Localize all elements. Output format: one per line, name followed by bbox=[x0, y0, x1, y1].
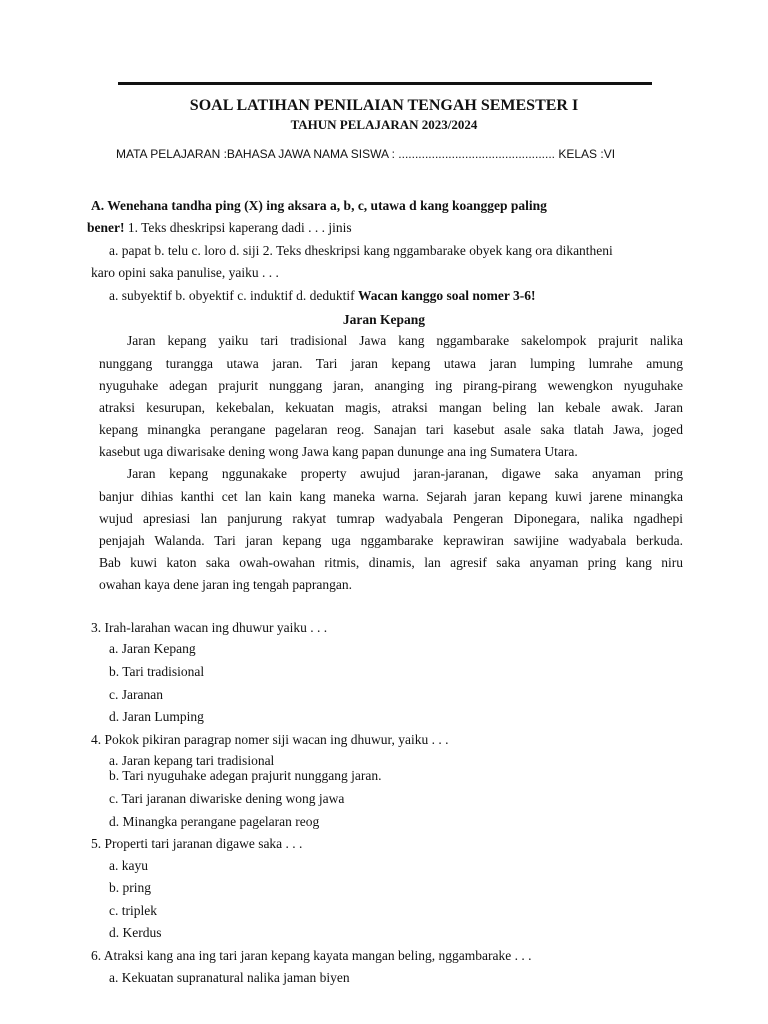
question-6: 6. Atraksi kang ana ing tari jaran kepang kayata mangan beling, nggambarake . . . bbox=[91, 948, 532, 963]
paragraph-2-line: Bab kuwi katon saka owah-owahan ritmis, dinamis, lan agresif saka anyaman pring kang niru bbox=[99, 555, 683, 570]
question-3-option-c: c. Jaranan bbox=[109, 687, 163, 702]
paragraph-1-line: nyuguhake adegan prajurit nunggang jaran, ananging ing pirang-pirang wewengkon nyuguhake bbox=[99, 378, 683, 393]
question-4-option-d: d. Minangka perangane pagelaran reog bbox=[109, 814, 320, 829]
section-a-heading: A. Wenehana tandha ping (X) ing aksara a, b, c, utawa d kang koanggep paling bbox=[91, 198, 547, 213]
question-4: 4. Pokok pikiran paragrap nomer siji wacan ing dhuwur, yaiku . . . bbox=[91, 732, 449, 747]
reading-instruction: Wacan kanggo soal nomer 3-6! bbox=[357, 288, 536, 303]
paragraph-1-line: nunggang turangga utawa jaran. Tari jaran kepang utawa jaran lumping lumrahe amung bbox=[99, 356, 683, 371]
paragraph-2-line: owahan kaya dene jaran ing tengah paprangan. bbox=[99, 577, 353, 592]
question-5-option-c: c. triplek bbox=[109, 903, 157, 918]
question-1 bbox=[87, 220, 352, 236]
question-1-text: 1. Teks dheskripsi kaperang dadi . . . jinis bbox=[124, 220, 352, 235]
question-4-option-a: a. Jaran kepang tari tradisional bbox=[109, 753, 275, 768]
paragraph-2-line: Jaran kepang nggunakake property awujud jaran-jaranan, digawe saka anyaman pring bbox=[127, 466, 683, 481]
question-5: 5. Properti tari jaranan digawe saka . . . bbox=[91, 836, 303, 851]
paragraph-2-line: wujud apresiasi lan panjurung rakyat tumrap wadyabala Pengeran Diponegara, nalika ngadhepi bbox=[99, 511, 683, 526]
question-4-option-c: c. Tari jaranan diwariske dening wong jawa bbox=[109, 791, 345, 806]
question-5-option-b: b. pring bbox=[109, 880, 151, 895]
question-1-options: a. papat b. telu c. loro d. siji 2. Teks dheskripsi kang nggambarake obyek kang ora dikantheni bbox=[109, 243, 613, 258]
student-info-line: MATA PELAJARAN :BAHASA JAWA NAMA SISWA : ............................................... KELAS :VI bbox=[116, 147, 616, 161]
question-3-option-d: d. Jaran Lumping bbox=[109, 709, 204, 724]
paragraph-1-line: atraksi kesurupan, kekebalan, kekuatan magis, atraksi mangan beling lan kebale awak. Jaran bbox=[99, 400, 683, 415]
paragraph-2-line: banjur dihias kanthi cet lan kain kang maneka warna. Sejarah jaran kepang kuwi jarene minangka bbox=[99, 489, 683, 504]
paragraph-2-line: penjajah Walanda. Tari jaran kepang uga nggambarake keprawiran sawijine wadyabala berkuda. bbox=[99, 533, 683, 548]
question-5-option-d: d. Kerdus bbox=[109, 925, 162, 940]
question-4-option-b: b. Tari nyuguhake adegan prajurit nunggang jaran. bbox=[109, 768, 382, 783]
paragraph-1-line: Jaran kepang yaiku tari tradisional Jawa kang nggambarake sakelompok prajurit nalika bbox=[127, 333, 683, 348]
page-subtitle: TAHUN PELAJARAN 2023/2024 bbox=[290, 117, 478, 132]
question-3-option-b: b. Tari tradisional bbox=[109, 664, 205, 679]
question-3: 3. Irah-larahan wacan ing dhuwur yaiku . . . bbox=[91, 620, 328, 635]
header-rule bbox=[118, 82, 652, 85]
paragraph-1-line: kepang minangka perangane pagelaran reog. Sanajan tari kasebut asale saka tlatah Jawa, joged bbox=[99, 422, 683, 437]
question-2-options bbox=[109, 288, 535, 304]
question-2-option-list: a. subyektif b. obyektif c. induktif d. deduktif bbox=[109, 288, 358, 303]
question-5-option-a: a. kayu bbox=[109, 858, 148, 873]
question-3-option-a: a. Jaran Kepang bbox=[109, 641, 196, 656]
reading-title: Jaran Kepang bbox=[342, 312, 426, 327]
page-title: SOAL LATIHAN PENILAIAN TENGAH SEMESTER I bbox=[189, 97, 579, 114]
bener-label: bener! bbox=[87, 220, 125, 235]
paragraph-1-line: kasebut uga diwarisake dening wong Jawa kang papan dununge ana ing Sumatera Utara. bbox=[99, 444, 578, 459]
question-6-option-a: a. Kekuatan supranatural nalika jaman biyen bbox=[109, 970, 350, 985]
question-2-text: karo opini saka panulise, yaiku . . . bbox=[91, 265, 279, 280]
